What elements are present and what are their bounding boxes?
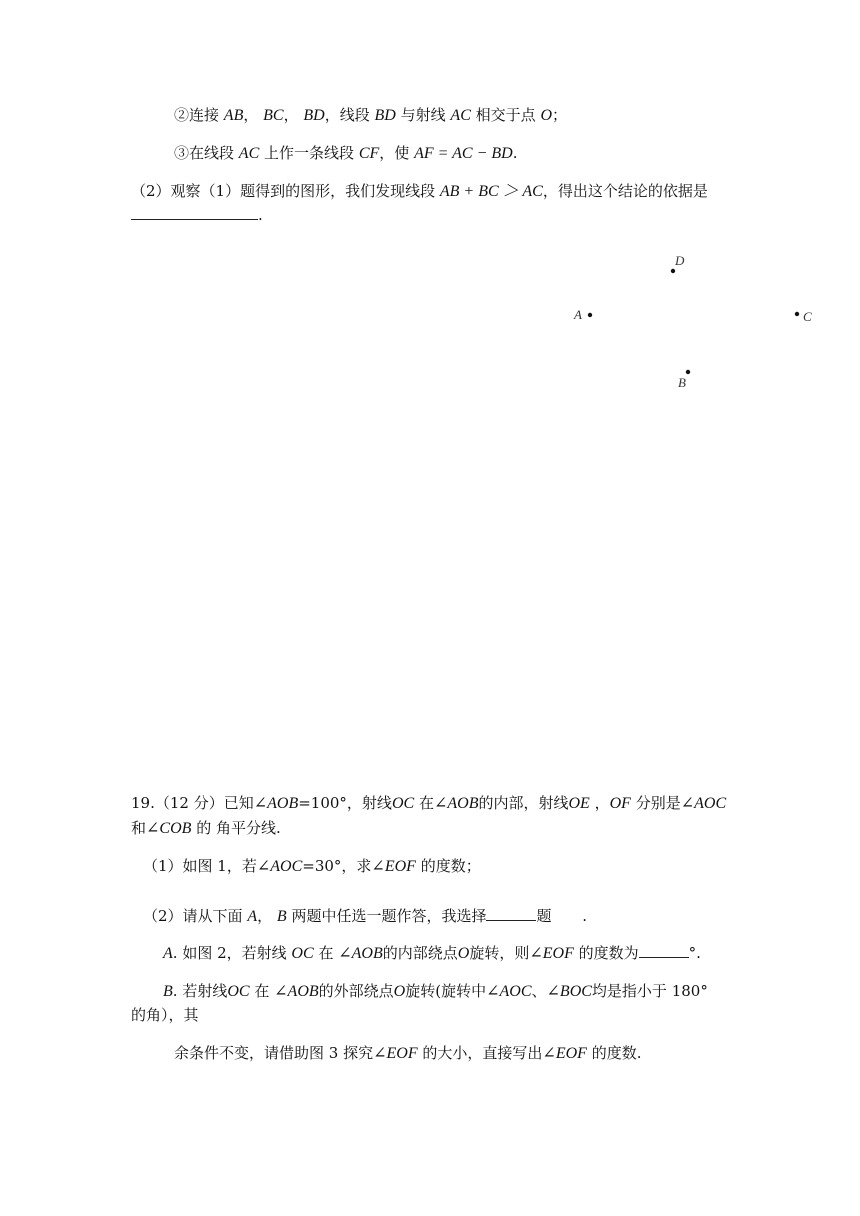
- text-run: 在: [318, 944, 334, 962]
- text-run: ，使: [379, 144, 410, 162]
- text-run: （2）请从下面: [143, 907, 243, 925]
- text-run: . 如图 2，若射线: [172, 944, 287, 962]
- option-a-label: A: [163, 945, 173, 962]
- option-b-label: B: [276, 908, 287, 925]
- text-run: 均是指小于 180°: [591, 982, 708, 1000]
- text-run: （1）如图 1，若: [143, 857, 257, 875]
- text-run: 余条件不变，请借助图 3 探究: [174, 1044, 374, 1062]
- ray-ac: AC: [450, 107, 471, 124]
- text-run: 旋转(旋转中: [405, 982, 487, 1000]
- point-o: O: [393, 983, 406, 1000]
- separator: 、: [531, 982, 547, 1000]
- ray-of: OF: [609, 795, 631, 812]
- angle-aoc: ∠AOC: [486, 983, 532, 1000]
- text-run: 在: [418, 794, 434, 812]
- step3-marker: ③在线段: [174, 144, 235, 162]
- angle-aoc: ∠AOC: [680, 795, 727, 812]
- text-run: 的 角平分线.: [196, 819, 281, 837]
- angle-eof: ∠EOF: [371, 858, 416, 875]
- text-run: 题: [536, 907, 552, 925]
- text-run: 的度数为: [578, 944, 639, 962]
- q19-part-2: [143, 906, 587, 927]
- text-run: 两题中任选一题作答，我选择: [291, 907, 487, 925]
- point-c-label: C: [803, 309, 812, 324]
- ray-oc: OC: [291, 945, 314, 962]
- text-run: 的内部，射线: [478, 794, 569, 812]
- point-a-dot: [588, 313, 592, 317]
- angle-boc: ∠BOC: [546, 983, 592, 1000]
- text-run: =100°，射线: [298, 794, 392, 812]
- equation: AF = AC − BD: [414, 145, 513, 162]
- step2-marker: ②连接: [174, 106, 220, 124]
- point-a-label: A: [574, 307, 582, 322]
- angle-aob: ∠AOB: [274, 983, 319, 1000]
- text-run: 与射线: [400, 106, 446, 124]
- q19-option-b-line-3: [174, 1043, 641, 1064]
- separator: ，: [243, 106, 259, 124]
- text-run: 的内部绕点: [382, 944, 458, 962]
- angle-eof: ∠EOF: [373, 1045, 418, 1062]
- points-figure: [0, 0, 860, 420]
- separator: ，: [283, 106, 299, 124]
- q19-option-b: [163, 981, 708, 1002]
- text-run: 的角），其: [131, 1006, 199, 1024]
- text-run: ，线段: [324, 106, 370, 124]
- angle-eof: ∠EOF: [529, 945, 574, 962]
- segment-bd-2: BD: [374, 107, 396, 124]
- option-b-label: B: [163, 983, 173, 1000]
- angle-aob: ∠AOB: [338, 945, 383, 962]
- segment-ac: AC: [238, 145, 260, 162]
- angle-aob: ∠AOB: [433, 795, 479, 812]
- text-run: 旋转，则: [469, 944, 530, 962]
- ray-oe: OE: [568, 795, 590, 812]
- q19-option-a: [163, 943, 701, 964]
- text-run: =30°，求: [302, 857, 372, 875]
- angle-cob: ∠COB: [146, 820, 192, 837]
- text-run: 的外部绕点: [318, 982, 394, 1000]
- q19-option-b-line-2: [131, 1005, 199, 1025]
- text-run: .: [258, 206, 263, 224]
- text-run: 上作一条线段: [264, 144, 355, 162]
- q19-heading: 19.（12 分）已知: [131, 794, 254, 812]
- degree-blank[interactable]: [639, 943, 689, 958]
- text-run: . 若射线: [172, 982, 228, 1000]
- point-b-label: B: [678, 375, 686, 390]
- text-run: 的度数.: [591, 1044, 642, 1062]
- separator: ，: [594, 794, 610, 812]
- inequality: AB + BC ＞ AC: [439, 183, 543, 200]
- angle-aob: ∠AOB: [253, 795, 299, 812]
- segment-bd: BD: [303, 107, 325, 124]
- q19-line-1: [131, 793, 726, 814]
- text-run: 的大小，直接写出: [422, 1044, 543, 1062]
- text-run: °.: [688, 944, 701, 962]
- segment-cf: CF: [358, 145, 380, 162]
- text-run: 在: [254, 982, 270, 1000]
- text-run: 相交于点: [475, 106, 536, 124]
- q19-line-2: [131, 818, 281, 839]
- text-run: .: [582, 907, 588, 925]
- angle-aoc: ∠AOC: [256, 858, 303, 875]
- choice-blank[interactable]: [486, 906, 536, 921]
- text-run: ，得出这个结论的依据是: [542, 182, 708, 200]
- segment-bc: BC: [263, 107, 284, 124]
- angle-eof: ∠EOF: [542, 1045, 587, 1062]
- point-d-label: D: [675, 253, 685, 268]
- option-a-label: A: [247, 908, 258, 925]
- point-o: O: [457, 945, 470, 962]
- text-run: 和: [131, 819, 147, 837]
- text-run: 分别是: [635, 794, 681, 812]
- point-o: O: [540, 107, 553, 124]
- ray-oc: OC: [391, 795, 415, 812]
- text-run: 的度数；: [420, 857, 481, 875]
- segment-ab: AB: [223, 107, 244, 124]
- separator: ，: [257, 907, 273, 925]
- point-d-dot: [671, 269, 675, 273]
- text-run: .: [512, 144, 518, 162]
- q19-part-1: [143, 856, 481, 877]
- point-b-dot: [686, 370, 690, 374]
- text-run: ；: [552, 106, 568, 124]
- ray-oc: OC: [227, 983, 250, 1000]
- text-run: （2）观察（1）题得到的图形，我们发现线段: [131, 182, 436, 200]
- point-c-dot: [795, 312, 799, 316]
